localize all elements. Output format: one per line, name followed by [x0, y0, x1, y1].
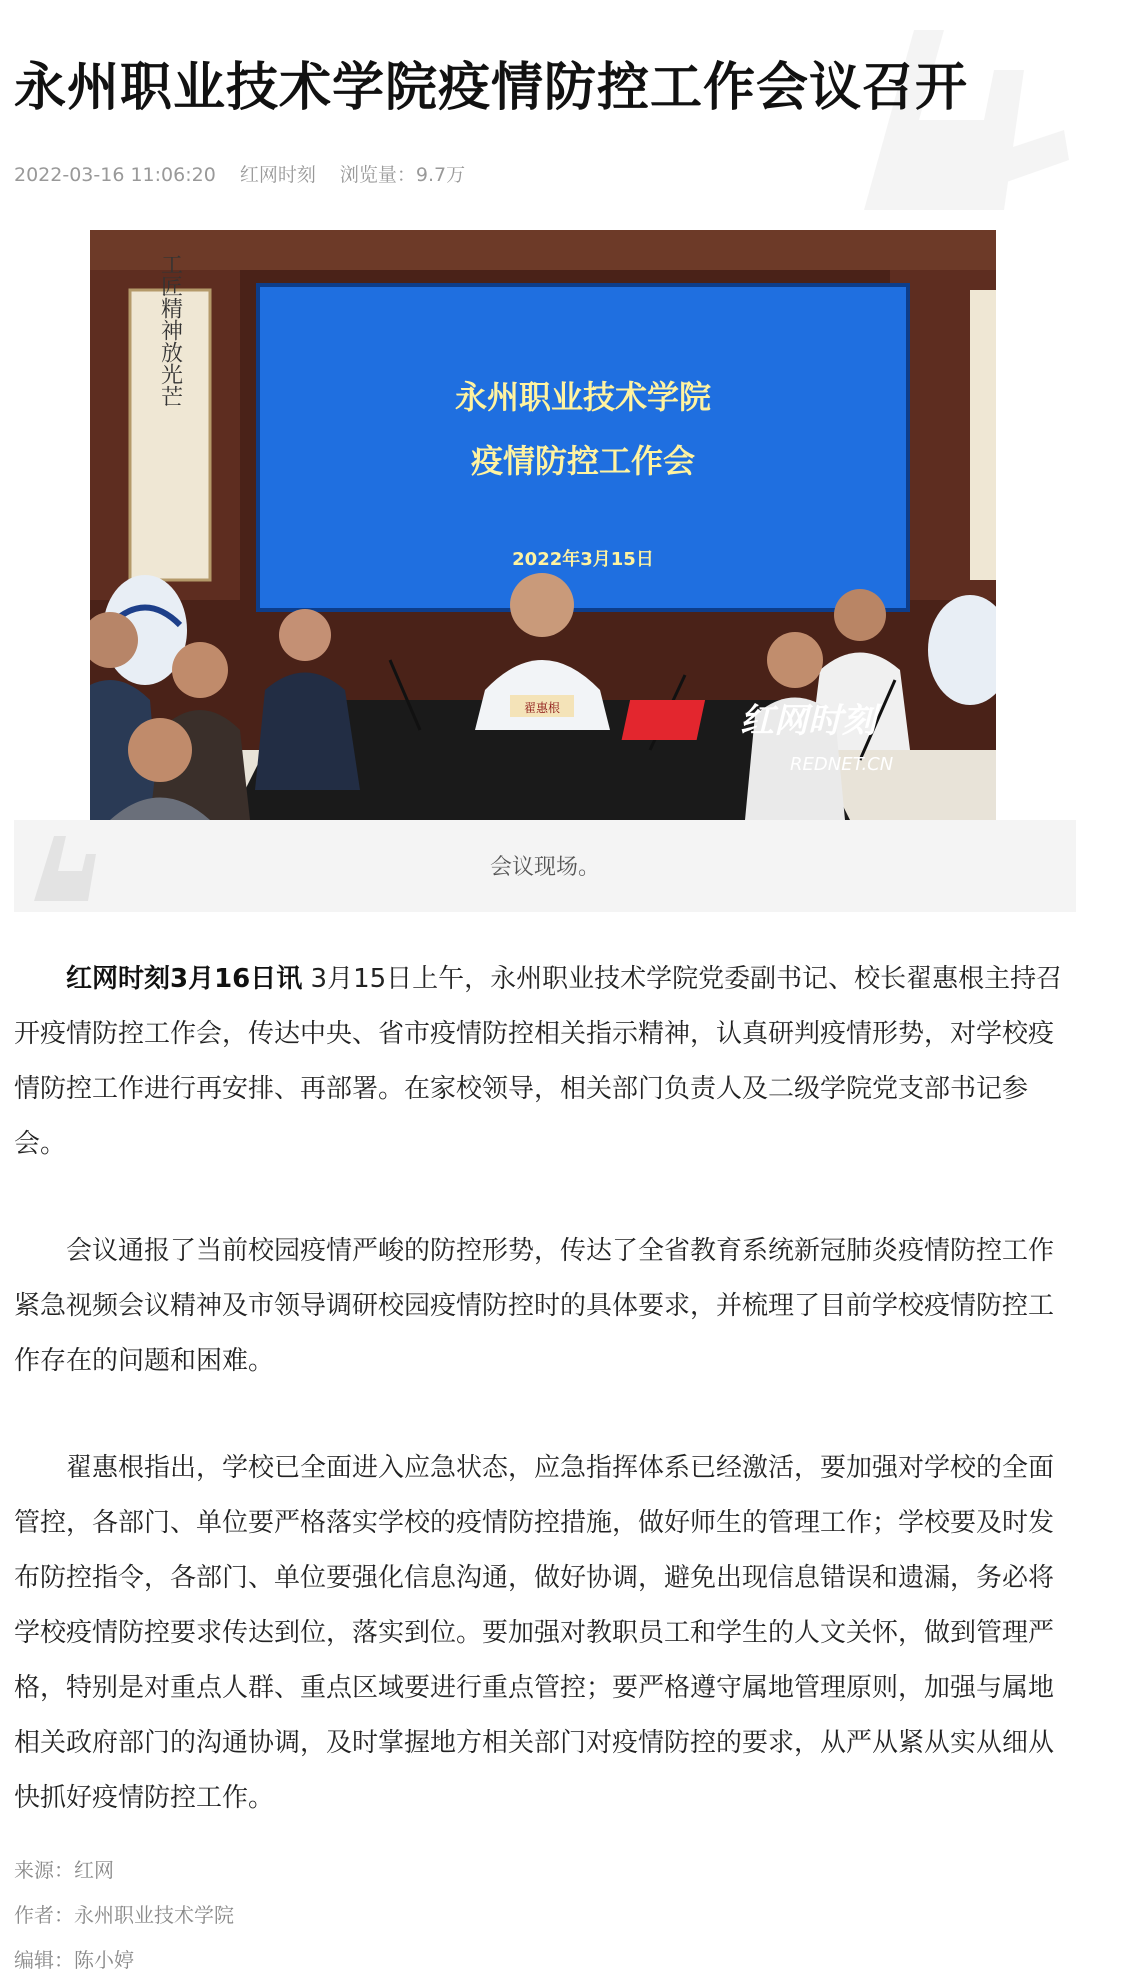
calligraphy-text: 工匠精神放光芒	[157, 253, 183, 407]
article-footer	[14, 1848, 234, 1983]
article-title: 永州职业技术学院疫情防控工作会议召开	[14, 58, 969, 118]
screen-title-line1: 永州职业技术学院	[454, 378, 712, 416]
article-body	[14, 952, 1076, 1826]
photo-ceiling	[90, 230, 996, 270]
paragraph-1	[14, 952, 1076, 1172]
logo-subtext: REDNET.CN	[790, 754, 894, 775]
calligraphy-scroll-right	[970, 290, 996, 580]
paragraph-3: 翟惠根指出，学校已全面进入应急状态，应急指挥体系已经激活，要加强对学校的全面管控，各部门、单位要严格落实学校的疫情防控措施，做好师生的管理工作；学校要及时发布防控指令，各部门、单位要强化信息沟通，做好协调，避免出现信息错误和遗漏，务必将学校疫情防控要求传达到位，落实到位。要加强对教职员工和学生的人文关怀，做到管理严格，特别是对重点人群、重点区域要进行重点管控；要严格遵守属地管理原则，加强与属地相关政府部门的沟通协调，及时掌握地方相关部门对疫情防控的要求，从严从紧从实从细从快抓好疫情防控工作。	[14, 1453, 1055, 1813]
nameplate-text: 翟惠根	[523, 701, 561, 715]
view-count: 浏览量：9.7万	[339, 164, 466, 186]
logo-text: 红网时刻	[740, 701, 876, 741]
publish-date: 2022-03-16 11:06:20	[14, 164, 216, 186]
dateline: 红网时刻3月16日讯	[66, 964, 303, 994]
source-link[interactable]: 红网时刻	[239, 164, 316, 186]
footer-author: 作者：永州职业技术学院	[14, 1903, 234, 1927]
paragraph-2: 会议通报了当前校园疫情严峻的防控形势，传达了全省教育系统新冠肺炎疫情防控工作紧急视频会议精神及市领导调研校园疫情防控时的具体要求，并梳理了目前学校疫情防控工作存在的问题和困难。	[14, 1236, 1055, 1376]
footer-source: 来源：红网	[14, 1858, 114, 1882]
article-photo	[90, 230, 996, 820]
screen-date: 2022年3月15日	[512, 549, 654, 570]
screen-title-line2: 疫情防控工作会	[470, 442, 696, 480]
article-meta	[14, 160, 483, 187]
footer-editor: 编辑：陈小婷	[14, 1948, 134, 1972]
photo-caption: 会议现场。	[489, 855, 600, 880]
photo-caption-box	[14, 820, 1076, 912]
speaker-head	[510, 573, 574, 637]
paragraph-1-text: 3月15日上午，永州职业技术学院党委副书记、校长翟惠根主持召开疫情防控工作会，传达中央、省市疫情防控相关指示精神，认真研判疫情形势，对学校疫情防控工作进行再安排、再部署。在家校领导，相关部门负责人及二级学院党支部书记参会。	[14, 964, 1063, 1159]
